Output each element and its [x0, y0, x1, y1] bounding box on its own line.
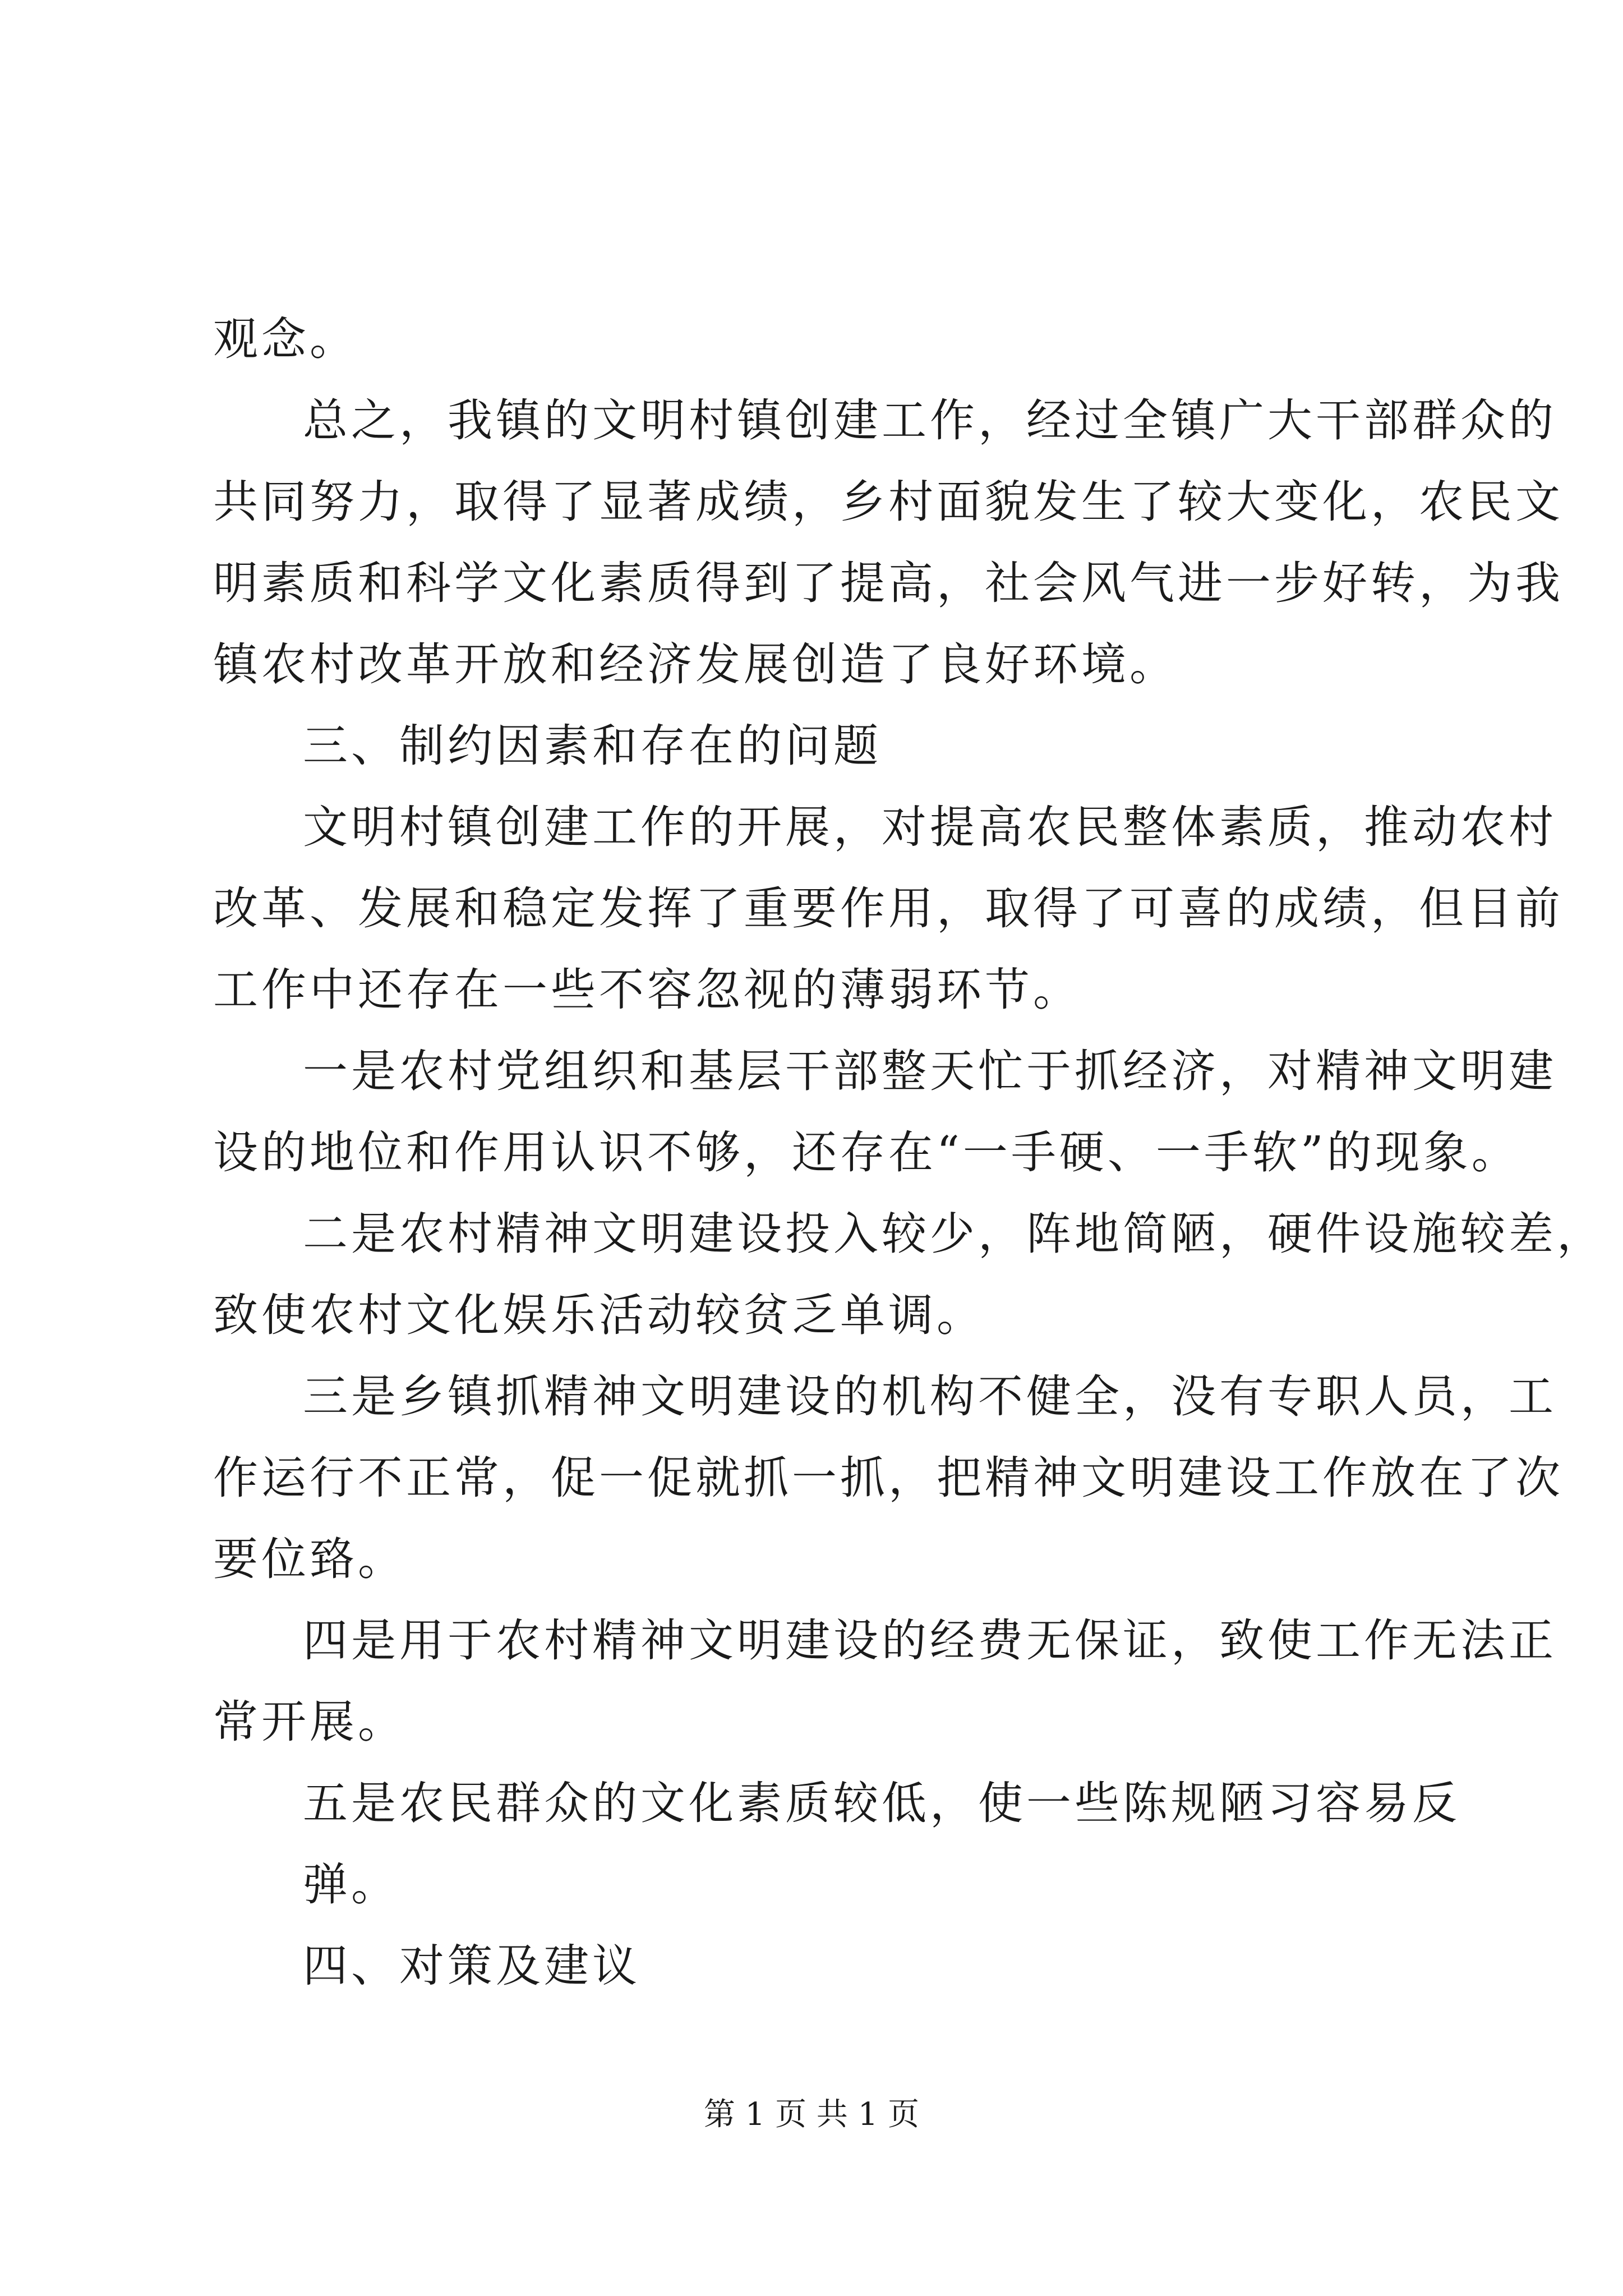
text-line: 共同努力，取得了显著成绩，乡村面貌发生了较大变化，农民文 [213, 476, 1564, 528]
text-line: 明素质和科学文化素质得到了提高，社会风气进一步好转，为我 [213, 557, 1564, 609]
text-line: 工作中还存在一些不容忽视的薄弱环节。 [213, 964, 1081, 1016]
text-line: 观念。 [213, 313, 358, 365]
text-line: 总之，我镇的文明村镇创建工作，经过全镇广大干部群众的 [303, 394, 1557, 447]
text-line: 镇农村改革开放和经济发展创造了良好环境。 [213, 638, 1178, 691]
text-line: 文明村镇创建工作的开展，对提高农民整体素质，推动农村 [303, 801, 1557, 853]
text-line: 弹。 [303, 1858, 399, 1911]
text-line: 改革、发展和稳定发挥了重要作用，取得了可喜的成绩，但目前 [213, 882, 1564, 935]
text-line: 设的地位和作用认识不够，还存在“一手硬、一手软”的现象。 [213, 1126, 1520, 1179]
page-footer: 第 1 页 共 1 页 [703, 2096, 920, 2133]
text-line: 要位臵。 [213, 1533, 406, 1585]
text-line: 一是农村党组织和基层干部整天忙于抓经济，对精神文明建 [303, 1045, 1557, 1097]
text-line: 四是用于农村精神文明建设的经费无保证，致使工作无法正 [303, 1614, 1557, 1667]
text-line: 常开展。 [213, 1696, 406, 1748]
section-heading: 四、对策及建议 [303, 1940, 640, 1992]
section-heading: 三、制约因素和存在的问题 [303, 720, 882, 772]
text-line: 作运行不正常，促一促就抓一抓，把精神文明建设工作放在了次 [213, 1452, 1564, 1504]
text-line: 致使农村文化娱乐活动较贫乏单调。 [213, 1289, 985, 1341]
text-line: 二是农村精神文明建设投入较少，阵地简陋，硬件设施较差， [303, 1208, 1605, 1260]
text-line: 五是农民群众的文化素质较低，使一些陈规陋习容易反 [303, 1777, 1460, 1829]
text-line: 三是乡镇抓精神文明建设的机构不健全，没有专职人员，工 [303, 1370, 1557, 1423]
